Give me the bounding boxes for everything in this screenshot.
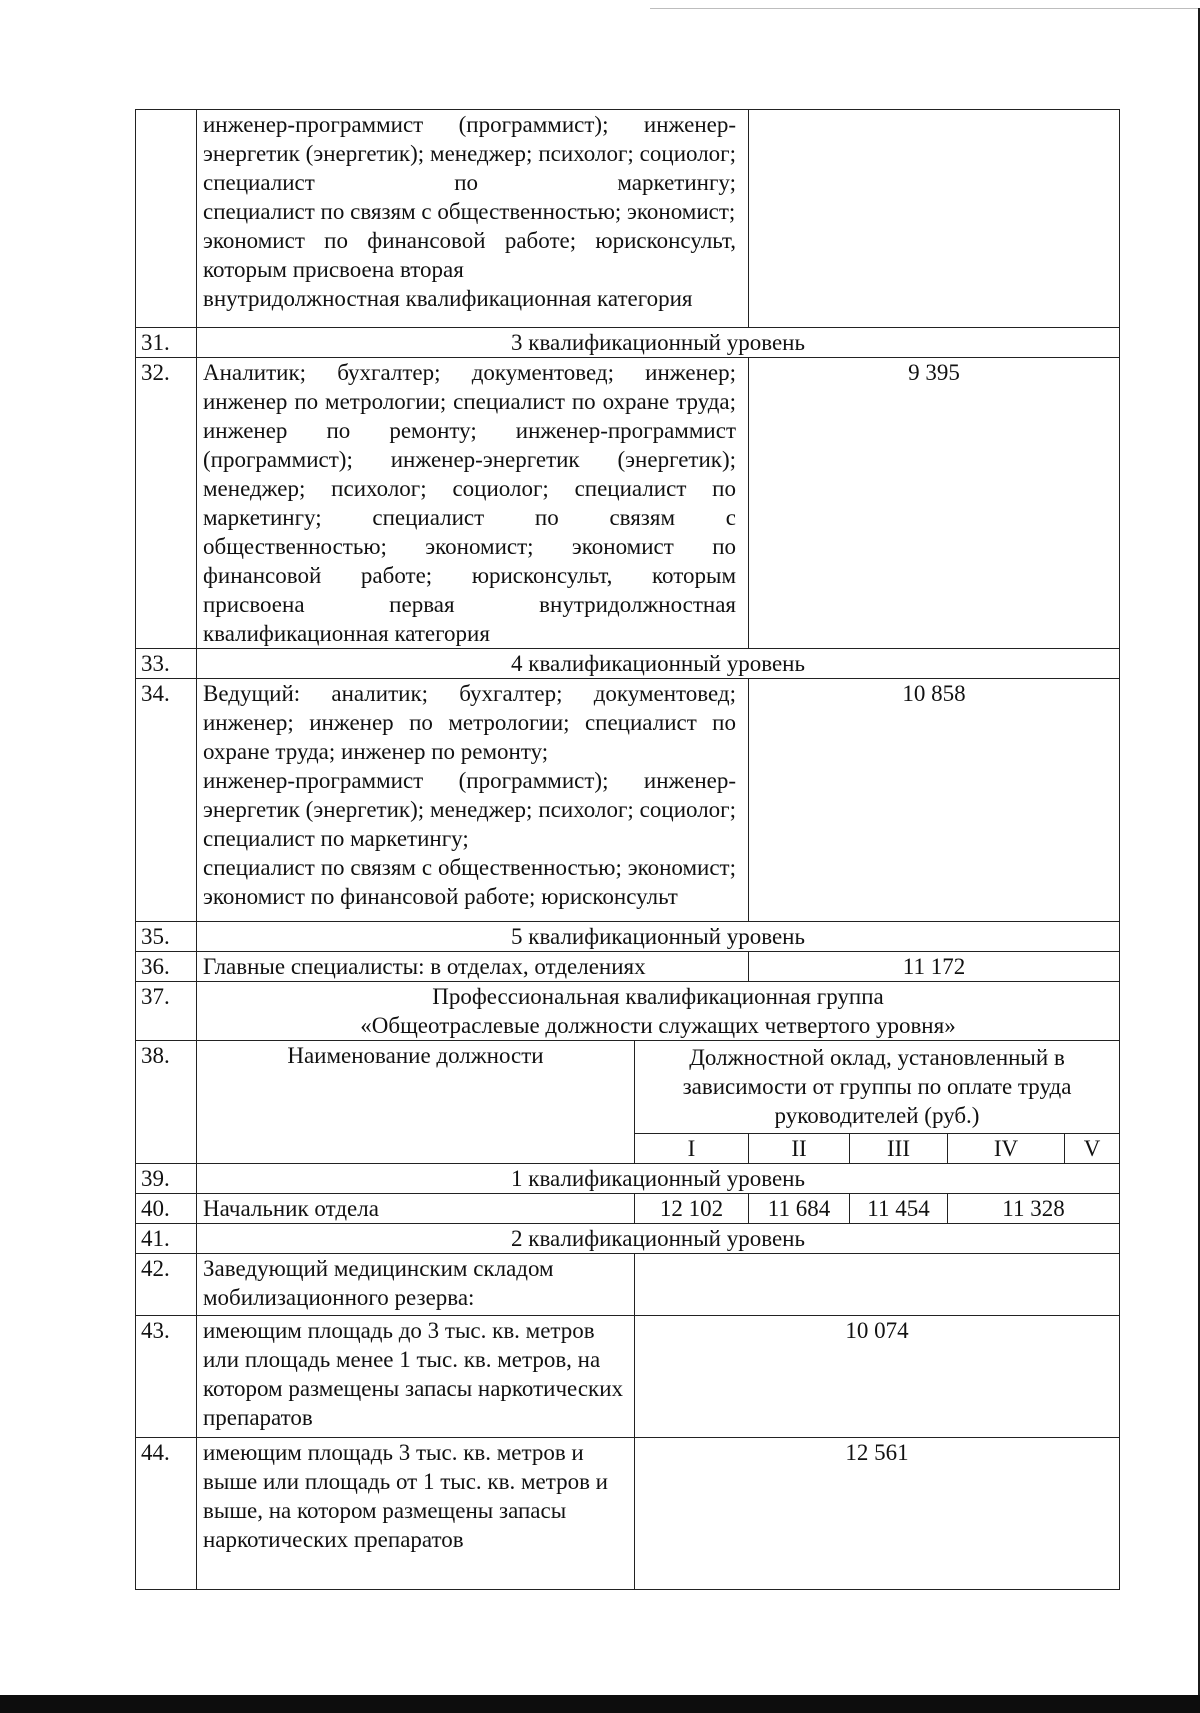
salary-cell xyxy=(749,110,1120,328)
salary-value: 12 561 xyxy=(635,1438,1120,1590)
row-number: 33. xyxy=(136,649,197,679)
table-row xyxy=(136,952,1120,982)
table-row xyxy=(136,982,1120,1041)
table-row xyxy=(136,1194,1120,1224)
table-row xyxy=(136,358,1120,649)
qualification-level-heading: 2 квалификационный уровень xyxy=(197,1224,1120,1254)
row-number: 41. xyxy=(136,1224,197,1254)
qualification-level-heading: 4 квалификационный уровень xyxy=(197,649,1120,679)
scan-edge-top xyxy=(650,8,1200,9)
salary-value: 11 684 xyxy=(749,1194,850,1224)
group-column-header: V xyxy=(1065,1134,1120,1164)
row-number: 34. xyxy=(136,679,197,922)
position-name: Заведующий медицинским складом мобилизационного резерва: xyxy=(197,1254,635,1316)
qualification-level-heading: 5 квалификационный уровень xyxy=(197,922,1120,952)
salary-value: 11 454 xyxy=(850,1194,948,1224)
description-line: специалист по связям с общественностью; экономист; xyxy=(203,199,736,224)
row-number: 37. xyxy=(136,982,197,1041)
position-condition: имеющим площадь до 3 тыс. кв. метров или площадь менее 1 тыс. кв. метров, на котором размещены запасы наркотических препаратов xyxy=(197,1316,635,1438)
group-column-header: IV xyxy=(948,1134,1065,1164)
row-number: 32. xyxy=(136,358,197,649)
group-column-header: I xyxy=(635,1134,749,1164)
description-line: внутридолжностная квалификационная категория xyxy=(203,286,693,311)
row-number: 43. xyxy=(136,1316,197,1438)
position-name: Начальник отдела xyxy=(197,1194,635,1224)
row-number: 38. xyxy=(136,1041,197,1164)
row-number: 36. xyxy=(136,952,197,982)
salary-table xyxy=(135,109,1120,1590)
salary-cell xyxy=(635,1254,1120,1316)
position-description xyxy=(197,679,749,922)
description-line: инженер-программист (программист); инженер-энергетик (энергетик); менеджер; психолог; социолог; специалист по маркетингу; xyxy=(203,112,736,195)
salary-value: 10 074 xyxy=(635,1316,1120,1438)
position-description: Аналитик; бухгалтер; документовед; инженер; инженер по метрологии; специалист по охране труда; инженер по ремонту; инженер-программист (программист); инженер-энергетик (энергетик); менеджер; психолог; социолог; специалист по маркетингу; специалист по связям с общественностью; экономист; экономист по финансовой работе; юрисконсульт, которым присвоена первая внутридолжностная квалификационная категория xyxy=(197,358,749,649)
scan-edge-bottom xyxy=(0,1695,1200,1713)
group-heading xyxy=(197,982,1120,1041)
row-number: 35. xyxy=(136,922,197,952)
table-row xyxy=(136,1316,1120,1438)
row-number: 40. xyxy=(136,1194,197,1224)
group-heading-line: «Общеотраслевые должности служащих четвертого уровня» xyxy=(360,1013,956,1038)
table-row xyxy=(136,1224,1120,1254)
table-row xyxy=(136,1164,1120,1194)
table-row xyxy=(136,679,1120,922)
group-column-header: III xyxy=(850,1134,948,1164)
salary-value: 11 172 xyxy=(749,952,1120,982)
group-heading-line: Профессиональная квалификационная группа xyxy=(432,984,884,1009)
table-row xyxy=(136,110,1120,328)
table-row xyxy=(136,922,1120,952)
table-row xyxy=(136,1438,1120,1590)
table-row xyxy=(136,1041,1120,1134)
row-number: 31. xyxy=(136,328,197,358)
table-row xyxy=(136,1254,1120,1316)
table-row xyxy=(136,328,1120,358)
qualification-level-heading: 1 квалификационный уровень xyxy=(197,1164,1120,1194)
salary-value: 10 858 xyxy=(749,679,1120,922)
row-number: 39. xyxy=(136,1164,197,1194)
row-number: 42. xyxy=(136,1254,197,1316)
description-line: экономист по финансовой работе; юрисконсульт, которым присвоена вторая xyxy=(203,228,736,282)
column-header-position: Наименование должности xyxy=(197,1041,635,1164)
description-line: инженер-программист (программист); инженер-энергетик (энергетик); менеджер; психолог; социолог; специалист по маркетингу; xyxy=(203,768,736,851)
description-line: специалист по связям с общественностью; экономист; экономист по финансовой работе; юрисконсульт xyxy=(203,855,736,909)
salary-value: 12 102 xyxy=(635,1194,749,1224)
row-number: 44. xyxy=(136,1438,197,1590)
salary-value: 9 395 xyxy=(749,358,1120,649)
column-header-salary: Должностной оклад, установленный в зависимости от группы по оплате труда руководителей (руб.) xyxy=(635,1041,1120,1134)
position-condition: имеющим площадь 3 тыс. кв. метров и выше или площадь от 1 тыс. кв. метров и выше, на котором размещены запасы наркотических препаратов xyxy=(197,1438,635,1590)
description-line: Ведущий: аналитик; бухгалтер; документовед; инженер; инженер по метрологии; специалист по охране труда; инженер по ремонту; xyxy=(203,681,736,764)
position-description xyxy=(197,110,749,328)
salary-value: 11 328 xyxy=(948,1194,1120,1224)
table-row xyxy=(136,649,1120,679)
group-column-header: II xyxy=(749,1134,850,1164)
position-name: Главные специалисты: в отделах, отделениях xyxy=(197,952,749,982)
qualification-level-heading: 3 квалификационный уровень xyxy=(197,328,1120,358)
row-number xyxy=(136,110,197,328)
